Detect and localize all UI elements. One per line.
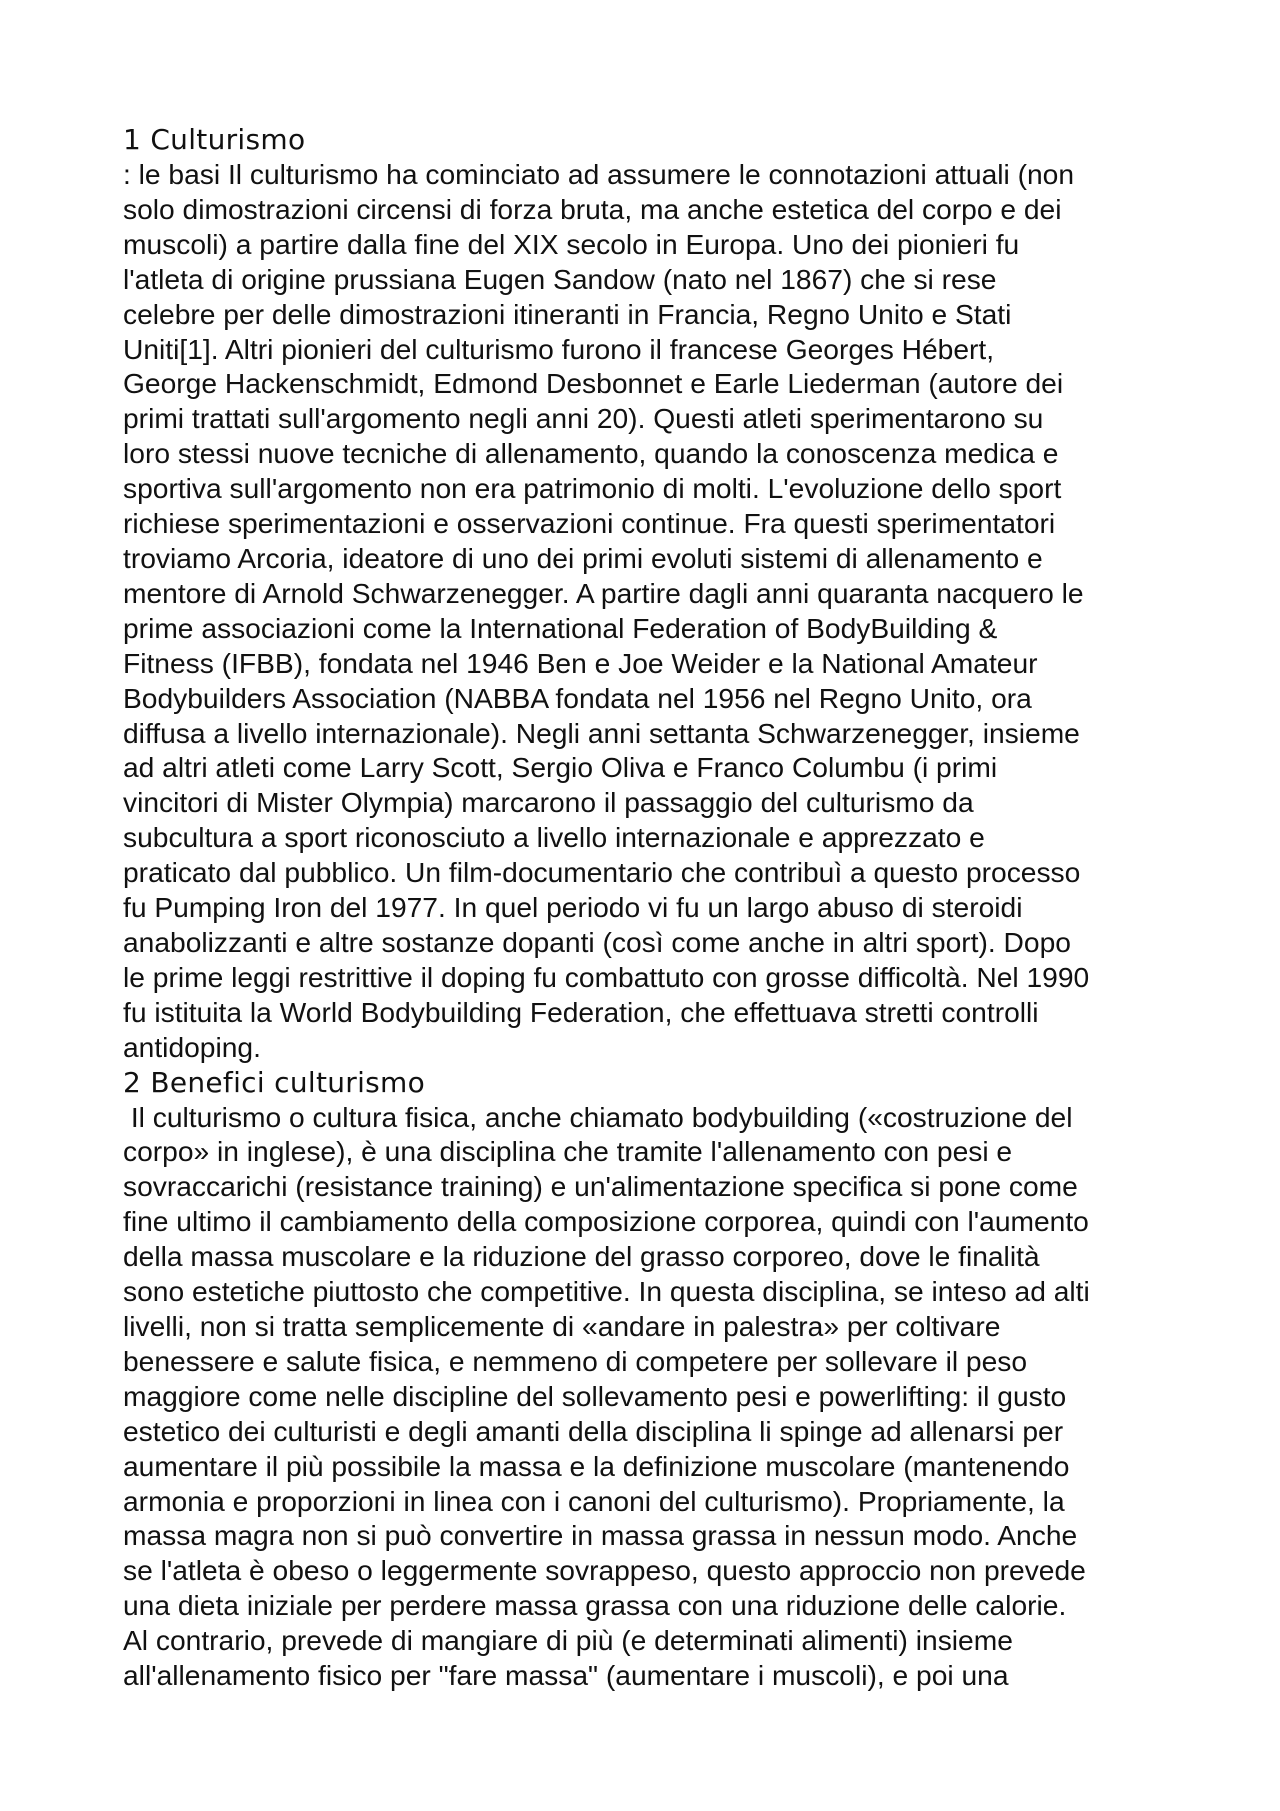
text-line: se l'atleta è obeso o leggermente sovrappeso, questo approccio non prevede (123, 1554, 1086, 1587)
text-line: sovraccarichi (resistance training) e un'alimentazione specifica si pone come (123, 1170, 1078, 1203)
text-line: una dieta iniziale per perdere massa grassa con una riduzione delle calorie. (123, 1589, 1067, 1622)
text-line: fine ultimo il cambiamento della composizione corporea, quindi con l'aumento (123, 1205, 1089, 1238)
document-page (123, 122, 1183, 1693)
text-line: subcultura a sport riconosciuto a livello internazionale e apprezzato e (123, 821, 985, 854)
text-line: aumentare il più possibile la massa e la definizione muscolare (mantenendo (123, 1449, 1070, 1482)
text-line: della massa muscolare e la riduzione del grasso corporeo, dove le finalità (123, 1240, 1040, 1273)
text-line: fu Pumping Iron del 1977. In quel periodo vi fu un largo abuso di steroidi (123, 891, 1023, 924)
text-line: praticato dal pubblico. Un film-documentario che contribuì a questo processo (123, 856, 1081, 889)
text-line: sono estetiche piuttosto che competitive. In questa disciplina, se inteso ad alti (123, 1275, 1090, 1308)
text-line: massa magra non si può convertire in massa grassa in nessun modo. Anche (123, 1519, 1078, 1552)
text-line: livelli, non si tratta semplicemente di «andare in palestra» per coltivare (123, 1310, 1001, 1342)
text-line: richiese sperimentazioni e osservazioni continue. Fra questi sperimentatori (123, 507, 1056, 540)
section-body (123, 157, 1183, 1065)
text-line: vincitori di Mister Olympia) marcarono il passaggio del culturismo da (123, 786, 974, 819)
text-line: Uniti[1]. Altri pionieri del culturismo furono il francese Georges Hébert, (123, 332, 995, 365)
text-line: all'allenamento fisico per "fare massa" (aumentare i muscoli), e poi una (123, 1659, 1009, 1692)
section-culturismo (123, 122, 1183, 1065)
text-line: solo dimostrazioni circensi di forza bruta, ma anche estetica del corpo e dei (123, 192, 1062, 225)
text-line: armonia e proporzioni in linea con i canoni del culturismo). Propriamente, la (123, 1484, 1065, 1517)
section-heading: 2 Benefici culturismo (123, 1065, 426, 1099)
text-line: : le basi Il culturismo ha cominciato ad assumere le connotazioni attuali (non (123, 158, 1075, 190)
text-line: mentore di Arnold Schwarzenegger. A partire dagli anni quaranta nacquero le (123, 576, 1084, 609)
text-line: le prime leggi restrittive il doping fu combattuto con grosse difficoltà. Nel 1990 (123, 960, 1090, 993)
text-line: diffusa a livello internazionale). Negli anni settanta Schwarzenegger, insieme (123, 716, 1080, 749)
text-line: fu istituita la World Bodybuilding Federation, che effettuava stretti controlli (123, 995, 1039, 1028)
text-line: l'atleta di origine prussiana Eugen Sandow (nato nel 1867) che si rese (123, 262, 997, 295)
text-line: benessere e salute fisica, e nemmeno di competere per sollevare il peso (123, 1344, 1028, 1377)
text-line: muscoli) a partire dalla fine del XIX secolo in Europa. Uno dei pionieri fu (123, 227, 1020, 260)
text-line: Fitness (IFBB), fondata nel 1946 Ben e Joe Weider e la National Amateur (123, 646, 1038, 679)
section-body (123, 1100, 1183, 1693)
text-line: estetico dei culturisti e degli amanti della disciplina li spinge ad allenarsi per (123, 1414, 1064, 1447)
text-line: antidoping. (123, 1030, 261, 1063)
text-line: primi trattati sull'argomento negli anni 20). Questi atleti sperimentarono su (123, 402, 1044, 435)
text-line: sportiva sull'argomento non era patrimonio di molti. L'evoluzione dello sport (123, 472, 1062, 505)
text-line: George Hackenschmidt, Edmond Desbonnet e Earle Liederman (autore dei (123, 367, 1064, 400)
text-line: loro stessi nuove tecniche di allenamento, quando la conoscenza medica e (123, 437, 1059, 470)
text-line: ad altri atleti come Larry Scott, Sergio Oliva e Franco Columbu (i primi (123, 751, 998, 784)
text-line: Bodybuilders Association (NABBA fondata nel 1956 nel Regno Unito, ora (123, 681, 1032, 714)
text-line: prime associazioni come la International Federation of BodyBuilding & (123, 611, 998, 644)
text-line: anabolizzanti e altre sostanze dopanti (così come anche in altri sport). Dopo (123, 925, 1071, 958)
section-benefici (123, 1065, 1183, 1693)
section-heading: 1 Culturismo (123, 123, 306, 156)
text-line: Il culturismo o cultura fisica, anche chiamato bodybuilding («costruzione del (123, 1100, 1073, 1133)
text-line: corpo» in inglese), è una disciplina che tramite l'allenamento con pesi e (123, 1135, 1013, 1168)
text-line: celebre per delle dimostrazioni itineranti in Francia, Regno Unito e Stati (123, 297, 1012, 330)
text-line: troviamo Arcoria, ideatore di uno dei primi evoluti sistemi di allenamento e (123, 541, 1043, 574)
text-line: maggiore come nelle discipline del sollevamento pesi e powerlifting: il gusto (123, 1379, 1067, 1412)
text-line: Al contrario, prevede di mangiare di più (e determinati alimenti) insieme (123, 1624, 1013, 1657)
